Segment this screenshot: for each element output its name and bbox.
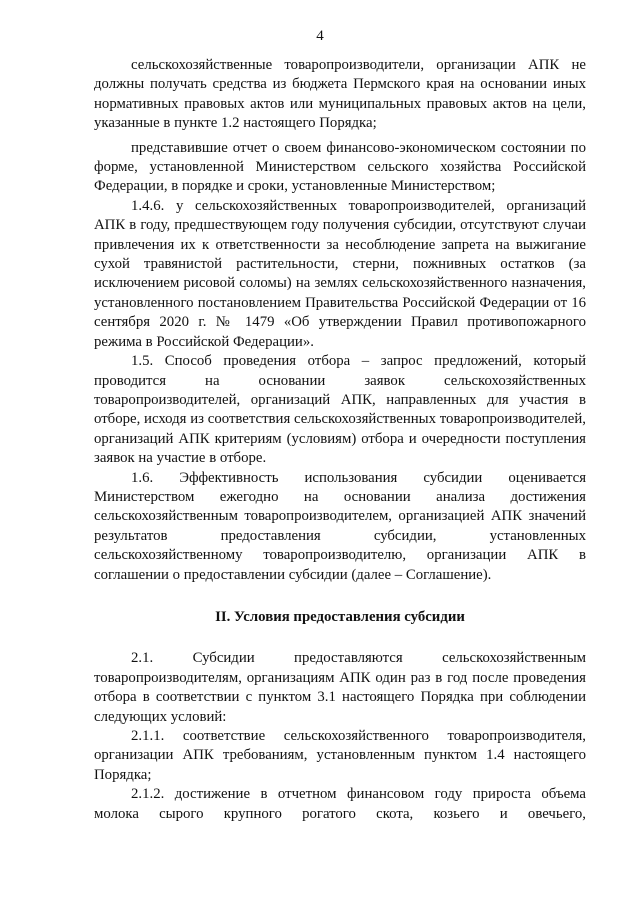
paragraph-financial-report: представившие отчет о своем финансово-экономическом состоянии по форме, установленной Министерством сельского хозяйства Российской Федерации, в порядке и сроки, установленные Министерством; [94,139,586,195]
document-body [94,56,586,824]
section-heading-conditions: II. Условия предоставления субсидии [215,608,465,625]
paragraph-2-1-2: 2.1.2. достижение в отчетном финансовом году прироста объема молока сырого крупного рогатого скота, козьего и овечьего, [94,786,586,822]
paragraph-1-6: 1.6. Эффективность использования субсидии оценивается Министерством ежегодно на основании анализа достижения сельскохозяйственным товаропроизводителем, организацией АПК значений результатов предоставления субсидии, установленных сельскохозяйственному товаропроизводителю, организации АПК в соглашении о предоставлении субсидии (далее – Соглашение). [94,469,586,583]
paragraph-1-5: 1.5. Способ проведения отбора – запрос предложений, который проводится на основании заявок сельскохозяйственных товаропроизводителей, организаций АПК, направленных для участия в отборе, исходя из соответствия сельскохозяйственных товаропроизводителей, организаций АПК критериям (условиям) отбора и очередности поступления заявок на участие в отборе. [94,353,586,467]
page-number: 4 [316,28,324,44]
paragraph-2-1: 2.1. Субсидии предоставляются сельскохозяйственным товаропроизводителям, организациям АПК один раз в год после проведения отбора в соответствии с пунктом 3.1 настоящего Порядка при соблюдении следующих условий: [94,650,586,725]
paragraph-1-4-6: 1.4.6. у сельскохозяйственных товаропроизводителей, организаций АПК в году, предшествующем году получения субсидии, отсутствуют случаи привлечения их к ответственности за несоблюдение запрета на выжигание сухой травянистой растительности, стерни, пожнивных остатков (за исключением рисовой соломы) на землях сельскохозяйственного назначения, установленного постановлением Правительства Российской Федерации от 16 сентября 2020 г. № 1479 «Об утверждении Правил противопожарного режима в Российской Федерации». [94,197,586,350]
paragraph-subsidy-restriction: сельскохозяйственные товаропроизводители, организации АПК не должны получать средства из бюджета Пермского края на основании иных нормативных правовых актов или муниципальных правовых актов на цели, указанные в пункте 1.2 настоящего Порядка; [94,57,586,132]
paragraph-2-1-1: 2.1.1. соответствие сельскохозяйственного товаропроизводителя, организации АПК требованиям, установленным пунктом 1.4 настоящего Порядка; [94,728,586,783]
